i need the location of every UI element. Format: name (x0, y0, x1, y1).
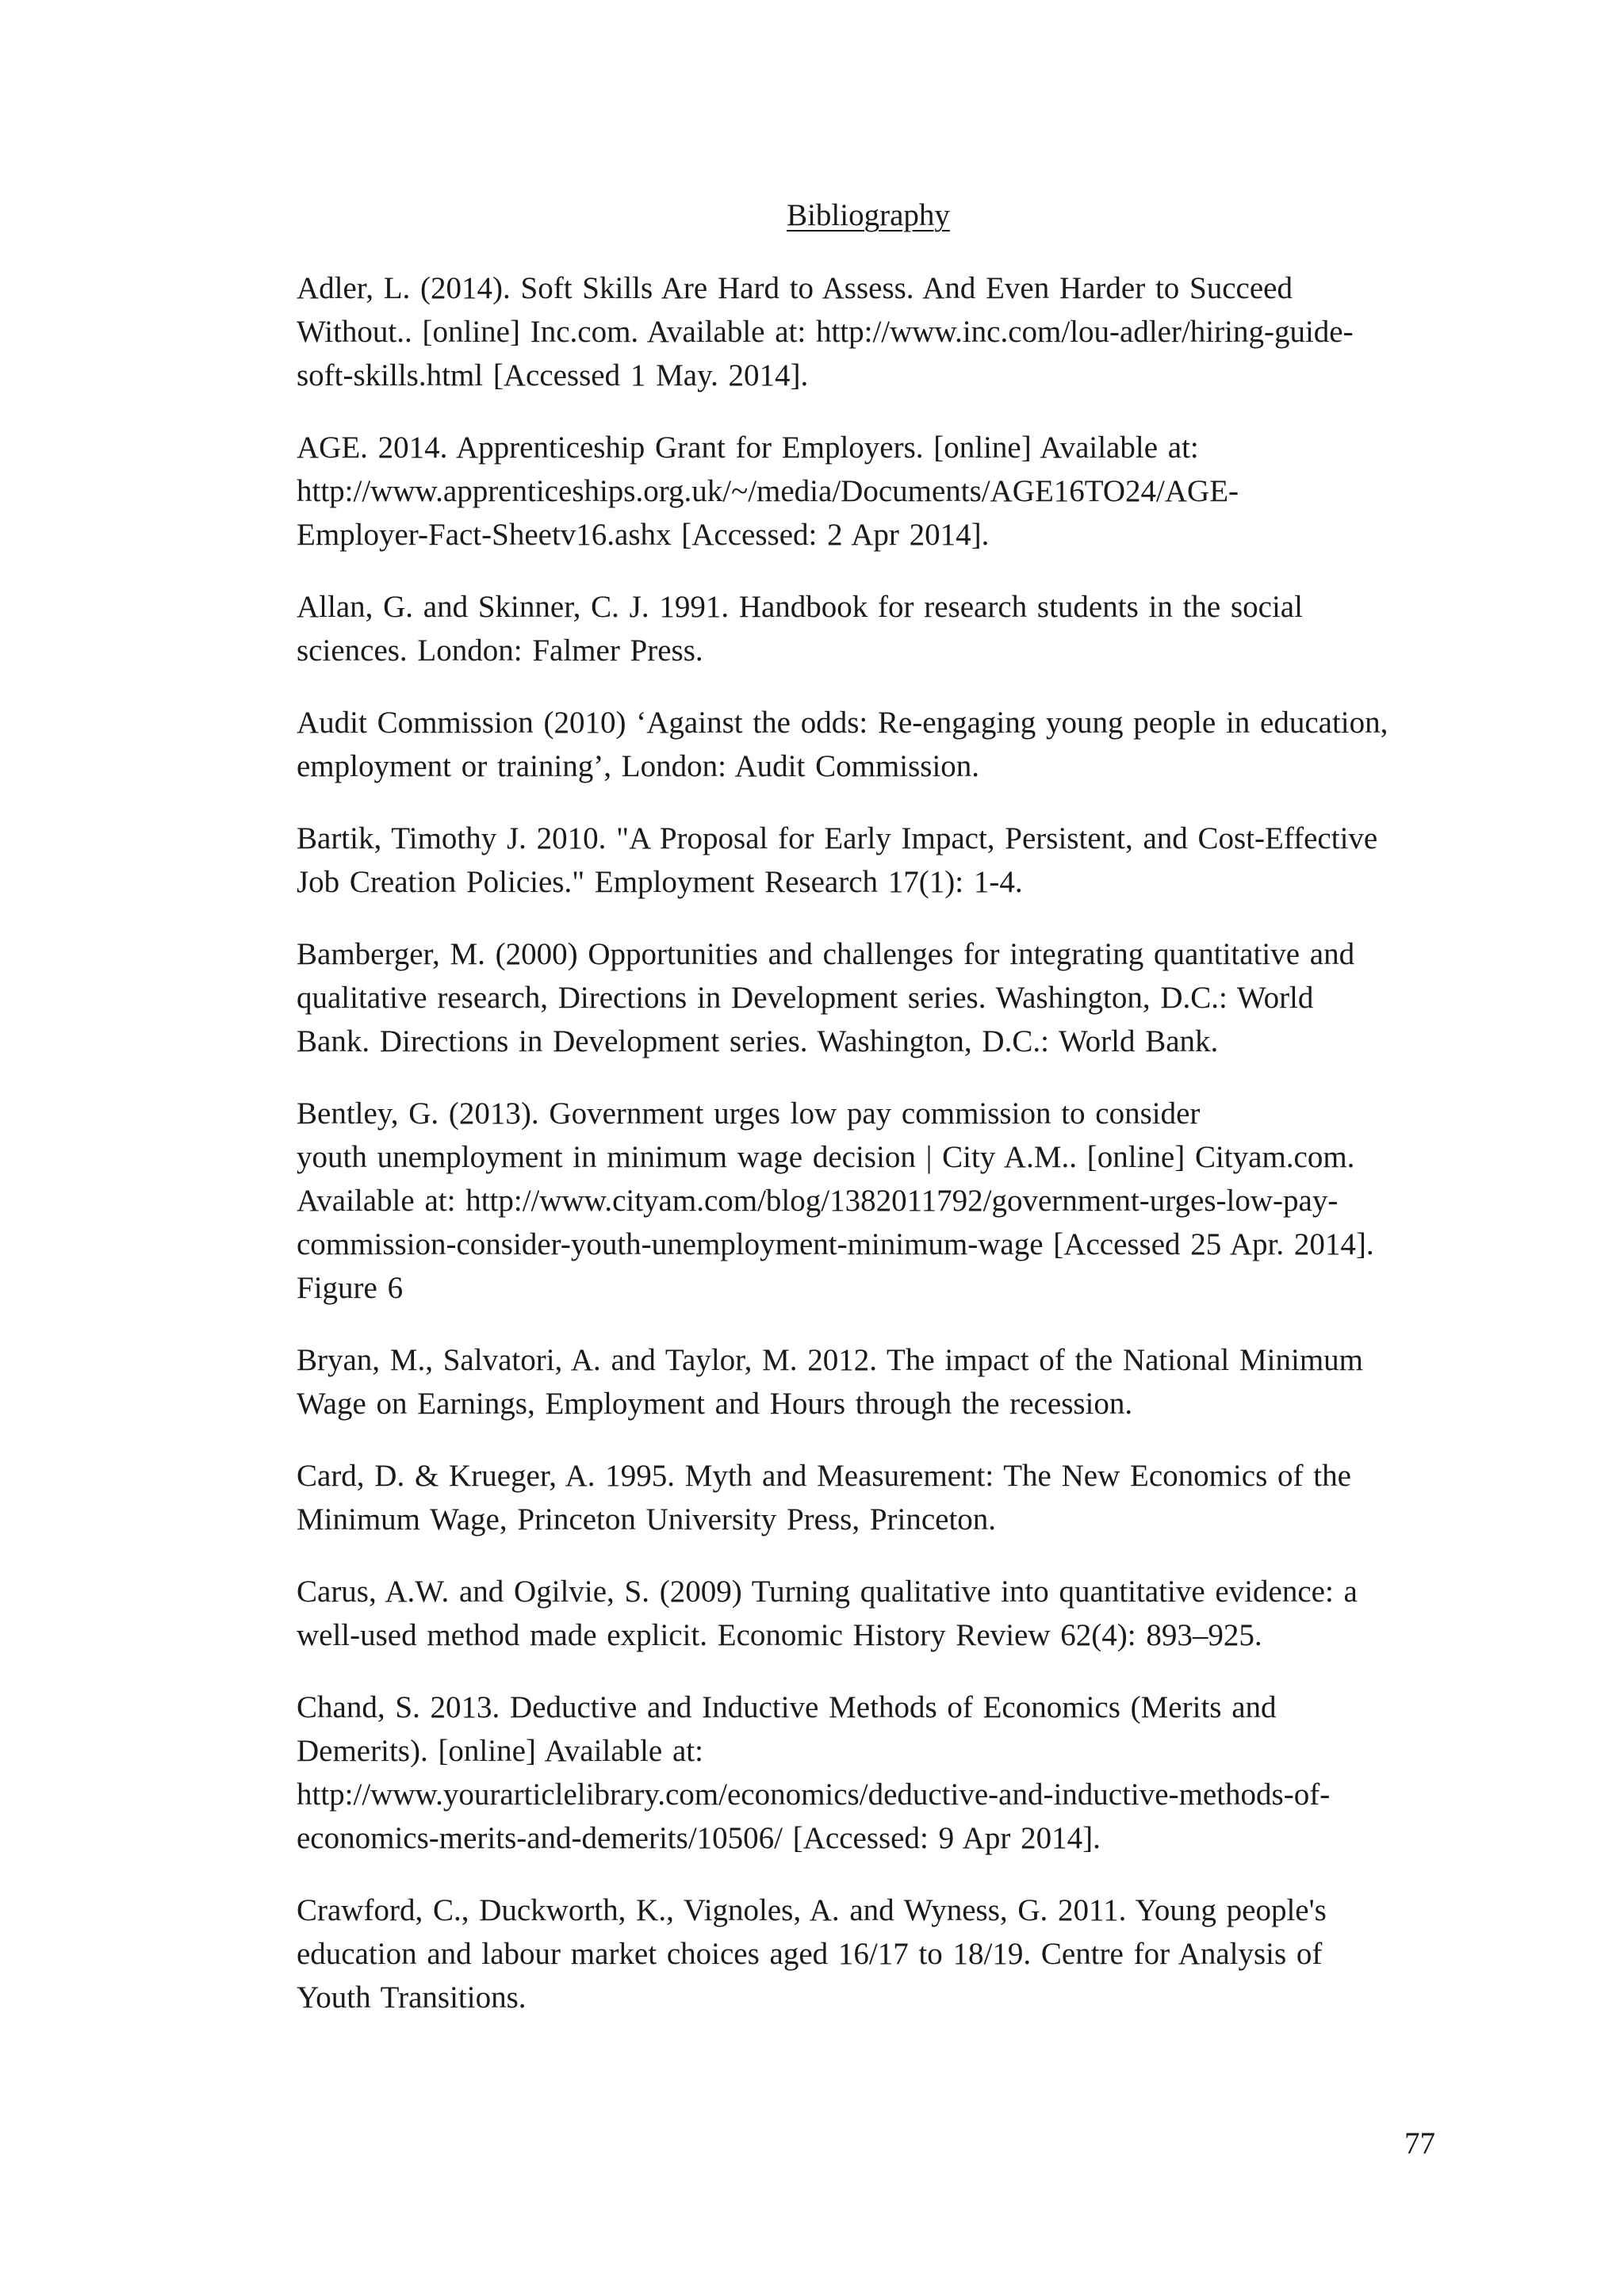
reference-line: Employer-Fact-Sheetv16.ashx [Accessed: 2 Apr 2014]. (297, 518, 990, 552)
reference-line: Available at: http://www.cityam.com/blog/1382011792/government-urges-low-pay- (297, 1184, 1339, 1218)
reference-entry (297, 1570, 1438, 1657)
reference-line: soft-skills.html [Accessed 1 May. 2014]. (297, 358, 809, 392)
reference-entry (297, 1454, 1438, 1541)
reference-line: Job Creation Policies." Employment Research 17(1): 1-4. (297, 865, 1023, 899)
page-title: Bibliography (787, 198, 950, 232)
reference-line: Bryan, M., Salvatori, A. and Taylor, M. 2012. The impact of the National Minimum (297, 1343, 1364, 1377)
reference-line: Bentley, G. (2013). Government urges low pay commission to consider (297, 1096, 1201, 1131)
reference-line: commission-consider-youth-unemployment-minimum-wage [Accessed 25 Apr. 2014]. (297, 1227, 1374, 1261)
reference-entry (297, 1338, 1438, 1425)
reference-line: Adler, L. (2014). Soft Skills Are Hard to Assess. And Even Harder to Succeed (297, 271, 1293, 305)
reference-entry (297, 932, 1438, 1063)
reference-line: Minimum Wage, Princeton University Press, Princeton. (297, 1502, 997, 1536)
reference-line: AGE. 2014. Apprenticeship Grant for Employers. [online] Available at: (297, 430, 1199, 465)
reference-line: Without.. [online] Inc.com. Available at: http://www.inc.com/lou-adler/hiring-guide- (297, 315, 1354, 349)
reference-line: Wage on Earnings, Employment and Hours through the recession. (297, 1387, 1133, 1421)
reference-line: Chand, S. 2013. Deductive and Inductive Methods of Economics (Merits and (297, 1690, 1277, 1724)
reference-line: Card, D. & Krueger, A. 1995. Myth and Measurement: The New Economics of the (297, 1459, 1351, 1493)
reference-line: well-used method made explicit. Economic History Review 62(4): 893–925. (297, 1618, 1262, 1652)
reference-line: youth unemployment in minimum wage decision | City A.M.. [online] Cityam.com. (297, 1140, 1355, 1174)
reference-line: Bamberger, M. (2000) Opportunities and challenges for integrating quantitative and (297, 937, 1355, 971)
reference-entry (297, 266, 1438, 397)
reference-line: Bank. Directions in Development series. Washington, D.C.: World Bank. (297, 1024, 1219, 1058)
reference-entry (297, 1092, 1438, 1310)
reference-line: Audit Commission (2010) ‘Against the odds: Re-engaging young people in education, (297, 706, 1388, 740)
reference-line: employment or training’, London: Audit Commission. (297, 749, 980, 783)
reference-line: Youth Transitions. (297, 1980, 527, 2015)
reference-line: http://www.yourarticlelibrary.com/economics/deductive-and-inductive-methods-of- (297, 1777, 1331, 1812)
reference-entry (297, 426, 1438, 557)
reference-line: Carus, A.W. and Ogilvie, S. (2009) Turning qualitative into quantitative evidence: a (297, 1575, 1358, 1609)
page-number: 77 (1404, 2126, 1435, 2160)
reference-line: Crawford, C., Duckworth, K., Vignoles, A. and Wyness, G. 2011. Young people's (297, 1893, 1327, 1927)
reference-entry (297, 1686, 1438, 1860)
reference-line: Demerits). [online] Available at: (297, 1734, 703, 1768)
reference-line: http://www.apprenticeships.org.uk/~/media/Documents/AGE16TO24/AGE- (297, 474, 1239, 508)
reference-line: sciences. London: Falmer Press. (297, 633, 703, 668)
reference-list (297, 266, 1438, 2048)
reference-line: economics-merits-and-demerits/10506/ [Accessed: 9 Apr 2014]. (297, 1821, 1101, 1855)
reference-line: qualitative research, Directions in Development series. Washington, D.C.: World (297, 981, 1314, 1015)
reference-entry (297, 585, 1438, 672)
reference-entry (297, 701, 1438, 788)
reference-line: Allan, G. and Skinner, C. J. 1991. Handbook for research students in the social (297, 590, 1303, 624)
reference-line: Figure 6 (297, 1271, 404, 1305)
reference-entry (297, 1888, 1438, 2019)
reference-line: education and labour market choices aged 16/17 to 18/19. Centre for Analysis of (297, 1937, 1323, 1971)
reference-line: Bartik, Timothy J. 2010. "A Proposal for Early Impact, Persistent, and Cost-Effective (297, 821, 1378, 855)
reference-entry (297, 817, 1438, 904)
